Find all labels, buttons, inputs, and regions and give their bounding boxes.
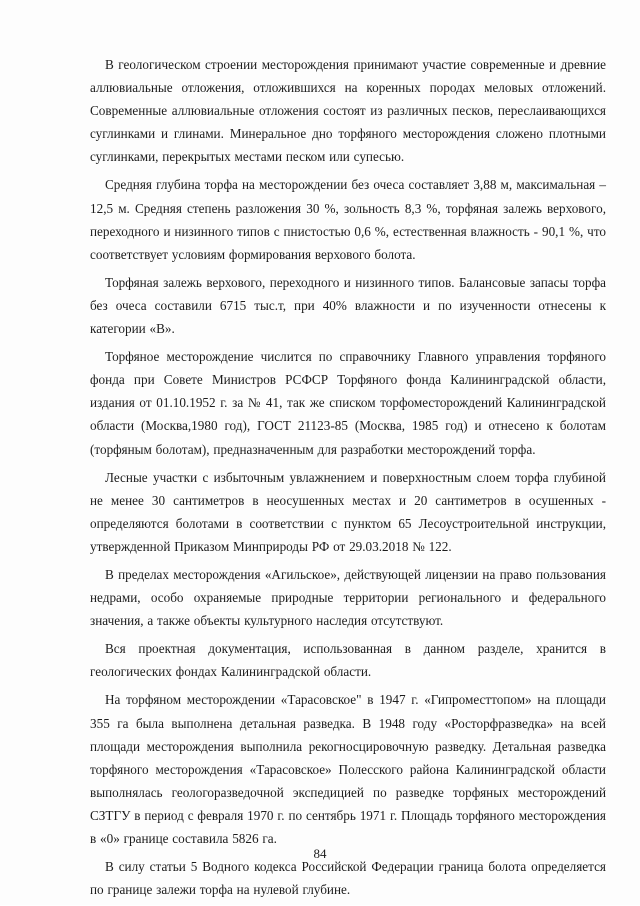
- page-number: 84: [313, 846, 327, 861]
- paragraph-protected-areas: В пределах месторождения «Агильское», действующей лицензии на право пользования недрами, особо охраняемые природные территории регионального и федерального значения, а также объекты культурного наследия отсутствуют.: [90, 566, 606, 629]
- paragraph-documentation-storage: Вся проектная документация, использованная в данном разделе, хранится в геологических фондах Калининградской области.: [90, 641, 606, 680]
- paragraph-forest-plots: Лесные участки с избыточным увлажнением и поверхностным слоем торфа глубиной не менее 30 сантиметров в неосушенных местах и 20 сантиметров в осушенных - определяются болотами в соответствии с пунктом 65 Лесоустроительной инструкции, утвержденной Приказом Минприроды РФ от 29.03.2018 № 122.: [90, 469, 606, 554]
- paragraph-water-code: В силу статьи 5 Водного кодекса Российской Федерации граница болота определяется по границе залежи торфа на нулевой глубине.: [90, 859, 606, 898]
- paragraph-geology: В геологическом строении месторождения принимают участие современные и древние аллювиальные отложения, отложившихся на коренных породах меловых отложений. Современные аллювиальные отложения состоят из различных песков, переслаивающихся суглинками и глинами. Минеральное дно торфяного месторождения сложено плотными суглинками, перекрытых местами песком или супесью.: [90, 57, 606, 165]
- paragraph-peat-depth: Средняя глубина торфа на месторождении без очеса составляет 3,88 м, максимальная – 12,5 м. Средняя степень разложения 30 %, зольность 8,3 %, торфяная залежь верхового, переходного и низинного типов с пнистостью 0,6 %, естественная влажность - 90,1 %, что соответствует условиям формирования верхового болота.: [90, 177, 606, 262]
- page-body: [90, 53, 606, 906]
- paragraph-exploration-history: На торфяном месторождении «Тарасовское" в 1947 г. «Гипроместтопом» на площади 355 га была выполнена детальная разведка. В 1948 году «Росторфразведка» на всей площади месторождения выполнила рекогносцировочную разведку. Детальная разведка торфяного месторождения «Тарасовское» Полесского района Калининградской области выполнялась геологоразведочной экспедицией по разведке торфяных месторождений СЗТГУ в период с февраля 1970 г. по сентябрь 1971 г. Площадь торфяного месторождения в «0» границе составила 5826 га.: [90, 692, 606, 846]
- paragraph-peat-registry: Торфяное месторождение числится по справочнику Главного управления торфяного фонда при Совете Министров РСФСР Торфяного фонда Калининградской области, издания от 01.10.1952 г. за № 41, так же списком торфоместорождений Калининградской области (Москва,1980 год), ГОСТ 21123-85 (Москва, 1985 год) и отнесено к болотам (торфяным болотам), предназначенным для разработки месторождений торфа.: [90, 349, 606, 457]
- paragraph-peat-reserves: Торфяная залежь верхового, переходного и низинного типов. Балансовые запасы торфа без очеса составили 6715 тыс.т, при 40% влажности и по изученности отнесены к категории «В».: [90, 274, 606, 337]
